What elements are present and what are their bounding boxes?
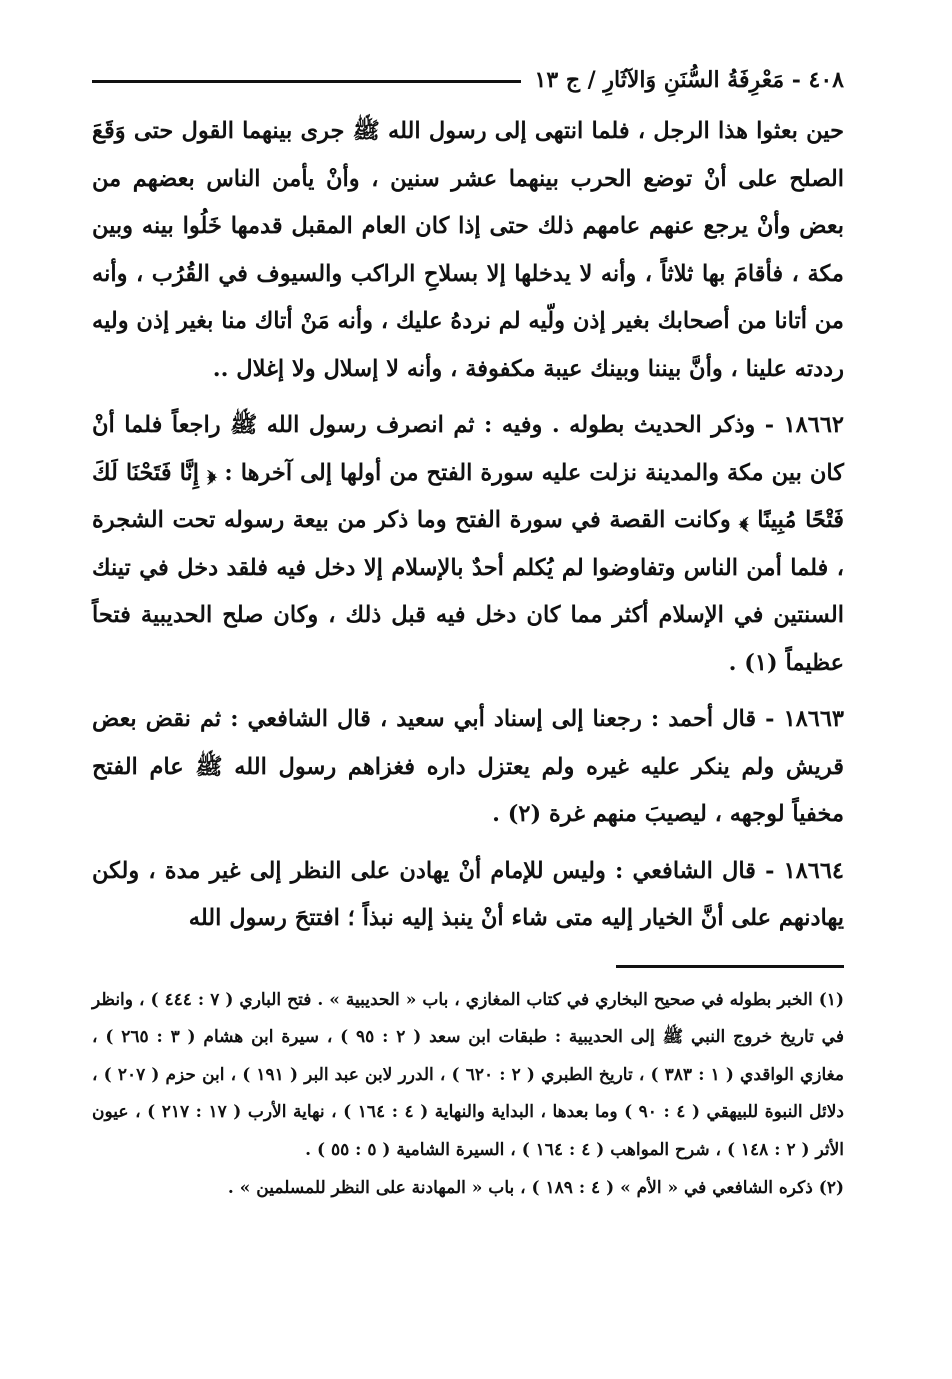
paragraph-hadith-18663 xyxy=(92,696,844,839)
paragraph-continuation xyxy=(92,108,844,393)
running-title: ٤٠٨ - مَعْرِفَةُ السُّنَنِ وَالآثَارِ / ج ١٣ xyxy=(534,67,844,93)
paragraph-text: - وذكر الحديث بطوله . وفيه : ثم انصرف رسول الله ﷺ راجعاً فلما أنْ كان بين مكة والمدينة نزلت عليه سورة الفتح من أولها إلى آخرها : ﴿ إِنَّا فَتَحْنَا لَكَ فَتْحًا مُبِينًا ﴾ وكانت القصة في سورة الفتح وما ذكر من بيعة رسوله تحت الشجرة ، فلما أمن الناس وتفاوضوا لم يُكلم أحدٌ بالإسلام إلا دخل فيه فلقد دخل في تينك السنتين في الإسلام أكثر مما كان دخل فيه قبل ذلك ، وكان صلح الحديبية فتحاً عظيماً (١) . xyxy=(92,412,844,676)
running-header xyxy=(92,60,844,100)
footnotes xyxy=(92,982,844,1208)
hadith-number: ١٨٦٦٢ xyxy=(783,412,844,438)
header-rule xyxy=(92,80,521,83)
footnote-1: (١) الخبر بطوله في صحيح البخاري في كتاب المغازي ، باب « الحديبية » . فتح الباري ( ٧ : ٤٤٤ ) ، وانظر في تاريخ خروج النبي ﷺ إلى الحديبية : طبقات ابن سعد ( ٢ : ٩٥ ) ، سيرة ابن هشام ( ٣ : ٢٦٥ ) ، مغازي الواقدي ( ١ : ٣٨٣ ) ، تاريخ الطبري ( ٢ : ٦٢٠ ) ، الدرر لابن عبد البر ( ١٩١ ) ، ابن حزم ( ٢٠٧ ) ، دلائل النبوة للبيهقي ( ٤ : ٩٠ ) وما بعدها ، البداية والنهاية ( ٤ : ١٦٤ ) ، نهاية الأرب ( ١٧ : ٢١٧ ) ، عيون الأثر ( ٢ : ١٤٨ ) ، شرح المواهب ( ٤ : ١٦٤ ) ، السيرة الشامية ( ٥ : ٥٥ ) . xyxy=(92,989,845,1160)
paragraph-text: حين بعثوا هذا الرجل ، فلما انتهى إلى رسول الله ﷺ جرى بينهما القول حتى وَقَعَ الصلح على أنْ توضع الحرب بينهما عشر سنين ، وأنْ يأمن الناس بعضهم من بعض وأنْ يرجع عنهم عامهم ذلك حتى إذا كان العام المقبل قدمها خَلُوا بينه وبين مكة ، فأقامَ بها ثلاثاً ، وأنه لا يدخلها إلا بسلاحِ الراكب والسيوف في القُرُب ، وأنه من أتانا من أصحابك بغير إذن ولّيه لم نردهُ عليك ، وأنه مَنْ أتاك منا بغير إذن وليه رددته علينا ، وأنَّ بيننا وبينك عيبة مكفوفة ، وأنه لا إسلال ولا إغلال .. xyxy=(92,118,844,382)
hadith-number: ١٨٦٦٤ xyxy=(783,857,844,884)
paragraph-text: - قال أحمد : رجعنا إلى إسناد أبي سعيد ، قال الشافعي : ثم نقض بعض قريش ولم ينكر عليه غيره ولم يعتزل داره فغزاهم رسول الله ﷺ عام الفتح مخفياً لوجهه ، ليصيبَ منهم غرة (٢) . xyxy=(92,706,844,827)
book-page xyxy=(92,60,844,1208)
main-text xyxy=(92,108,844,943)
paragraph-hadith-18662 xyxy=(92,402,844,687)
hadith-number: ١٨٦٦٣ xyxy=(783,706,844,732)
paragraph-hadith-18664 xyxy=(92,848,844,943)
paragraph-text: - قال الشافعي : وليس للإمام أنْ يهادن على النظر إلى غير مدة ، ولكن يهادنهم على أنَّ الخيار إليه متى شاء أنْ ينبذ إليه نبذاً ؛ افتتحَ رسول الله xyxy=(92,857,844,931)
footnote-separator xyxy=(616,965,844,968)
footnote-2: (٢) ذكره الشافعي في « الأم » ( ٤ : ١٨٩ ) ، باب « المهادنة على النظر للمسلمين » . xyxy=(227,1178,844,1198)
